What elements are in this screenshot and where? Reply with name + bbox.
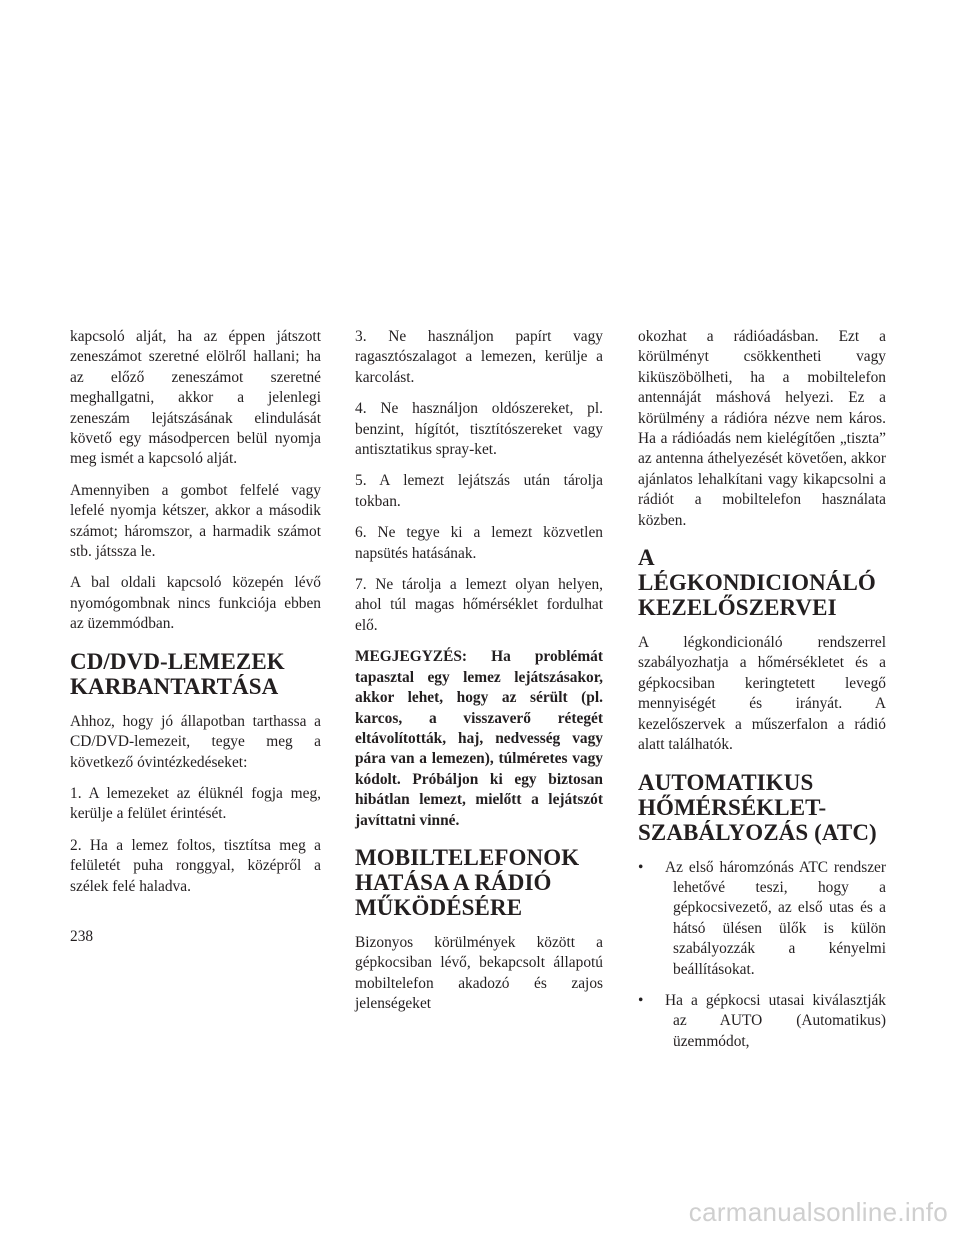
paragraph: Amennyiben a gombot felfelé vagy lefelé nyomja kétszer, akkor a második számot; háromszor, a harmadik számot stb. játssza le. <box>70 481 321 561</box>
column-2 <box>355 327 603 1026</box>
heading-line: KEZELŐSZERVEI <box>638 595 837 621</box>
section-heading-mobile-phones <box>355 845 603 920</box>
column-3 <box>638 327 886 1063</box>
column-1 <box>70 327 321 908</box>
paragraph: 7. Ne tárolja a lemezt olyan helyen, ahol túl magas hőmérséklet fordulhat elő. <box>355 576 603 634</box>
paragraph: 2. Ha a lemez foltos, tisztítsa meg a felületét puha ronggyal, középről a szélek felé haladva. <box>70 836 321 895</box>
heading-line: SZABÁLYOZÁS (ATC) <box>638 819 877 845</box>
paragraph: okozhat a rádióadásban. Ezt a körülményt csökkentheti vagy kiküszöbölheti, ha a mobiltelefon antennáját máshová helyezi. Ez a körülmény a rádióra nézve nem káros. Ha a rádióadás nem kielégítően „tiszta” az antenna áthelyezését követően, akkor ajánlatos lehalkítani vagy kikapcsolni a rádiót a mobiltelefon használata közben. <box>638 328 886 529</box>
paragraph: A légkondicionáló rendszerrel szabályozhatja a hőmérsékletet és a gépkocsiban keringtetett levegő mennyiségét és irányát. A kezelőszervek a műszerfalon a rádió alatt találhatók. <box>638 634 886 754</box>
page-number: 238 <box>70 928 94 945</box>
heading-line: CD/DVD-LEMEZEK <box>70 648 285 674</box>
paragraph: kapcsoló alját, ha az éppen játszott zeneszámot szeretné elölről hallani; ha az előző zeneszámot szeretné meghallgatni, akkor a jelenlegi zeneszám lejátszásának elindulását követő egy másodpercen belül nyomja meg ismét a kapcsoló alját. <box>70 328 321 468</box>
heading-line: A LÉGKONDICIONÁLÓ <box>638 545 876 596</box>
heading-line: KARBANTARTÁSA <box>70 673 279 699</box>
section-heading-cd-dvd <box>70 649 321 699</box>
heading-line: MŰKÖDÉSÉRE <box>355 894 523 920</box>
heading-line: MOBILTELEFONOK <box>355 844 580 870</box>
note-paragraph: MEGJEGYZÉS: Ha problémát tapasztal egy lemez lejátszásakor, akkor lehet, hogy az sérült (pl. karcos, a visszaverő rétegét eltávolították, haj, nedvesség vagy pára van a lemezen), túlméretes vagy kódolt. Próbáljon ki egy biztosan hibátlan lemezt, mielőtt a lejátszót javíttatni vinné. <box>355 648 603 829</box>
bullet-mark: • <box>638 991 644 1009</box>
paragraph: 4. Ne használjon oldószereket, pl. benzint, hígítót, tisztítószereket vagy antisztatikus spray-ket. <box>355 400 603 459</box>
paragraph: 1. A lemezeket az élüknél fogja meg, kerülje a felület érintését. <box>70 784 321 823</box>
section-heading-climate-controls <box>638 545 886 620</box>
section-heading-atc <box>638 770 886 845</box>
bullet-text: Az első háromzónás ATC rendszer lehetővé teszi, hogy a gépkocsivezető, az első utas és a hátsó ülésen ülők is külön szabályozzák a kényelmi beállításokat. <box>665 858 886 978</box>
bullet-text: Ha a gépkocsi utasai kiválasztják az AUTO (Automatikus) üzemmódot, <box>665 991 886 1050</box>
paragraph: A bal oldali kapcsoló közepén lévő nyomógombnak nincs funkciója ebben az üzemmódban. <box>70 574 321 633</box>
heading-line: HŐMÉRSÉKLET- <box>638 794 827 820</box>
paragraph: 3. Ne használjon papírt vagy ragasztószalagot a lemezen, kerülje a karcolást. <box>355 328 603 386</box>
bullet-mark: • <box>638 858 644 876</box>
paragraph: 6. Ne tegye ki a lemezt közvetlen napsütés hatásának. <box>355 524 603 562</box>
heading-line: HATÁSA A RÁDIÓ <box>355 869 552 895</box>
paragraph: Ahhoz, hogy jó állapotban tarthassa a CD/DVD-lemezeit, tegye meg a következő óvintézkedéseket: <box>70 712 321 771</box>
paragraph: Bizonyos körülmények között a gépkocsiban lévő, bekapcsolt állapotú mobiltelefon akadozó és zajos jelenségeket <box>355 933 603 1013</box>
watermark: carmanualsonline.info <box>688 1197 948 1227</box>
bullet-item <box>638 991 886 1052</box>
bullet-item <box>638 858 886 980</box>
paragraph: 5. A lemezt lejátszás után tárolja tokban. <box>355 472 603 510</box>
heading-line: AUTOMATIKUS <box>638 769 814 795</box>
